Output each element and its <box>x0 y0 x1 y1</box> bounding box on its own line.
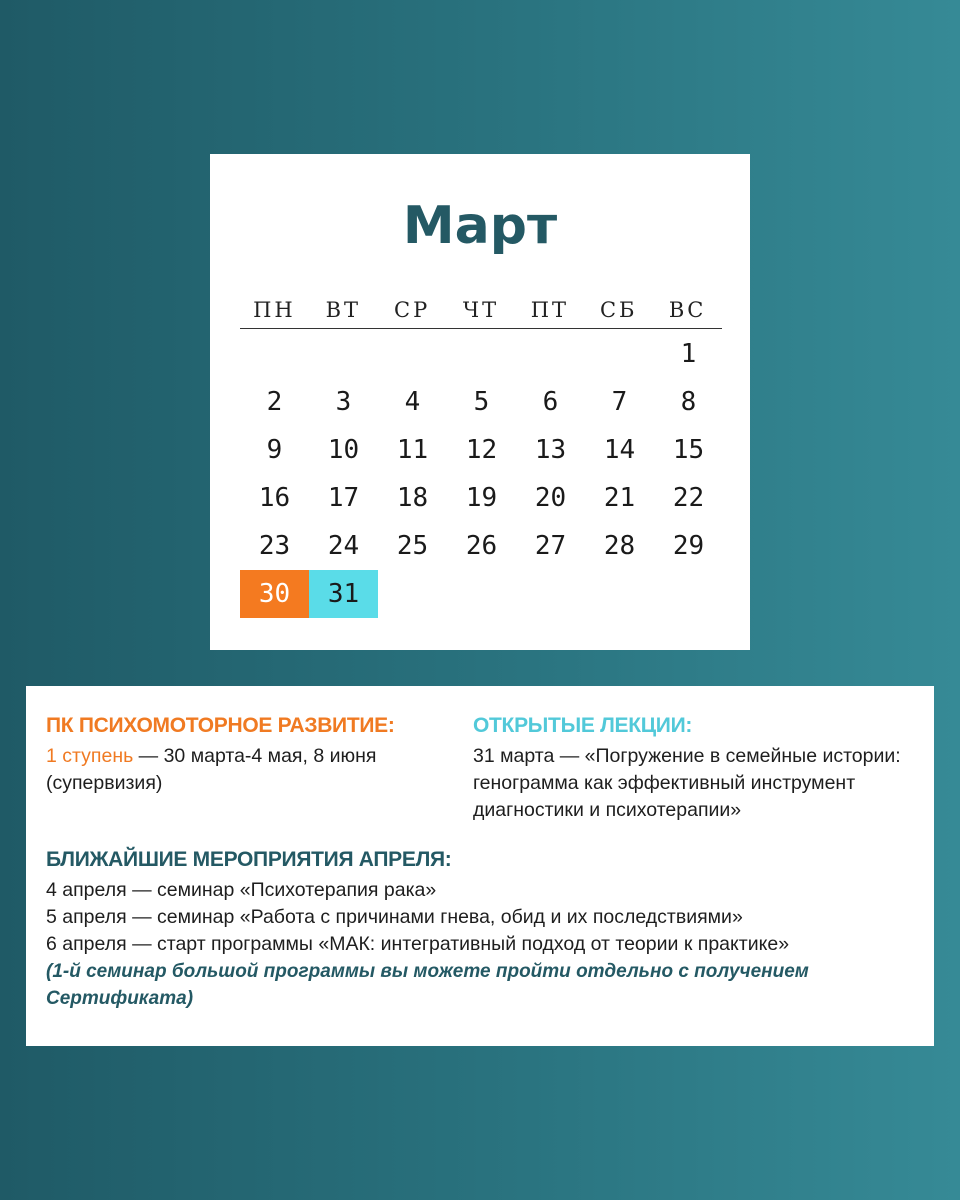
april-item: 4 апреля — семинар «Психотерапия рака» <box>46 879 437 901</box>
day-cell-8: 8 <box>680 387 697 417</box>
days-grid <box>240 330 723 618</box>
day-cell-18: 18 <box>396 483 429 513</box>
day-cell-12: 12 <box>465 435 498 465</box>
day-cell-15: 15 <box>672 435 705 465</box>
day-cell-empty <box>378 330 447 378</box>
pk-step-text: — 30 марта-4 мая, 8 июня (супервизия) <box>46 745 377 794</box>
day-cell-22: 22 <box>672 483 705 513</box>
day-cell-23: 23 <box>258 531 291 561</box>
weekday-header <box>240 298 722 329</box>
day-cell-4: 4 <box>404 387 421 417</box>
day-cell-13: 13 <box>534 435 567 465</box>
weekday-sun: ВС <box>668 298 707 322</box>
day-cell-empty <box>309 330 378 378</box>
april-heading: БЛИЖАЙШИЕ МЕРОПРИЯТИЯ АПРЕЛЯ: <box>46 848 452 871</box>
day-cell-7: 7 <box>611 387 628 417</box>
day-cell-20: 20 <box>534 483 567 513</box>
day-cell-5: 5 <box>473 387 490 417</box>
day-cell-empty <box>585 330 654 378</box>
day-cell-11: 11 <box>396 435 429 465</box>
lectures-section <box>473 714 933 824</box>
day-cell-10: 10 <box>327 435 360 465</box>
weekday-thu: ЧТ <box>462 298 500 322</box>
pk-section <box>46 714 466 797</box>
month-title: Март <box>402 196 558 256</box>
april-section <box>46 848 926 1012</box>
day-cell-27: 27 <box>534 531 567 561</box>
day-cell-1: 1 <box>680 339 697 369</box>
day-cell-17: 17 <box>327 483 360 513</box>
april-note: (1-й семинар большой программы вы можете пройти отдельно с получением Сертификата) <box>46 961 809 1009</box>
pk-heading: ПК ПСИХОМОТОРНОЕ РАЗВИТИЕ: <box>46 714 395 737</box>
day-cell-2: 2 <box>266 387 283 417</box>
day-cell-14: 14 <box>603 435 636 465</box>
weekday-sat: СБ <box>599 298 638 322</box>
lectures-text: 31 марта — «Погружение в семейные истории: генограмма как эффективный инструмент диагностики и психотерапии» <box>473 745 901 821</box>
lectures-heading: ОТКРЫТЫЕ ЛЕКЦИИ: <box>473 714 693 737</box>
pk-text <box>46 743 466 797</box>
weekday-mon: ПН <box>253 298 296 322</box>
day-cell-29: 29 <box>672 531 705 561</box>
day-cell-24: 24 <box>327 531 360 561</box>
day-cell-30: 30 <box>240 570 309 618</box>
day-cell-empty <box>516 330 585 378</box>
weekday-fri: ПТ <box>530 298 570 322</box>
day-cell-19: 19 <box>465 483 498 513</box>
april-item: 6 апреля — старт программы «МАК: интегративный подход от теории к практике» <box>46 933 790 955</box>
day-cell-31: 31 <box>309 570 378 618</box>
day-cell-3: 3 <box>335 387 352 417</box>
day-cell-25: 25 <box>396 531 429 561</box>
events-card <box>26 686 934 1046</box>
day-cell-21: 21 <box>603 483 636 513</box>
day-cell-16: 16 <box>258 483 291 513</box>
day-cell-empty <box>240 330 309 378</box>
april-item: 5 апреля — семинар «Работа с причинами гнева, обид и их последствиями» <box>46 906 743 928</box>
day-cell-6: 6 <box>542 387 559 417</box>
day-cell-28: 28 <box>603 531 636 561</box>
weekday-tue: ВТ <box>325 298 362 322</box>
day-cell-empty <box>447 330 516 378</box>
day-cell-26: 26 <box>465 531 498 561</box>
day-cell-9: 9 <box>266 435 283 465</box>
weekday-wed: СР <box>394 298 431 322</box>
calendar-card <box>210 154 750 650</box>
pk-step-label: 1 ступень <box>46 745 134 767</box>
